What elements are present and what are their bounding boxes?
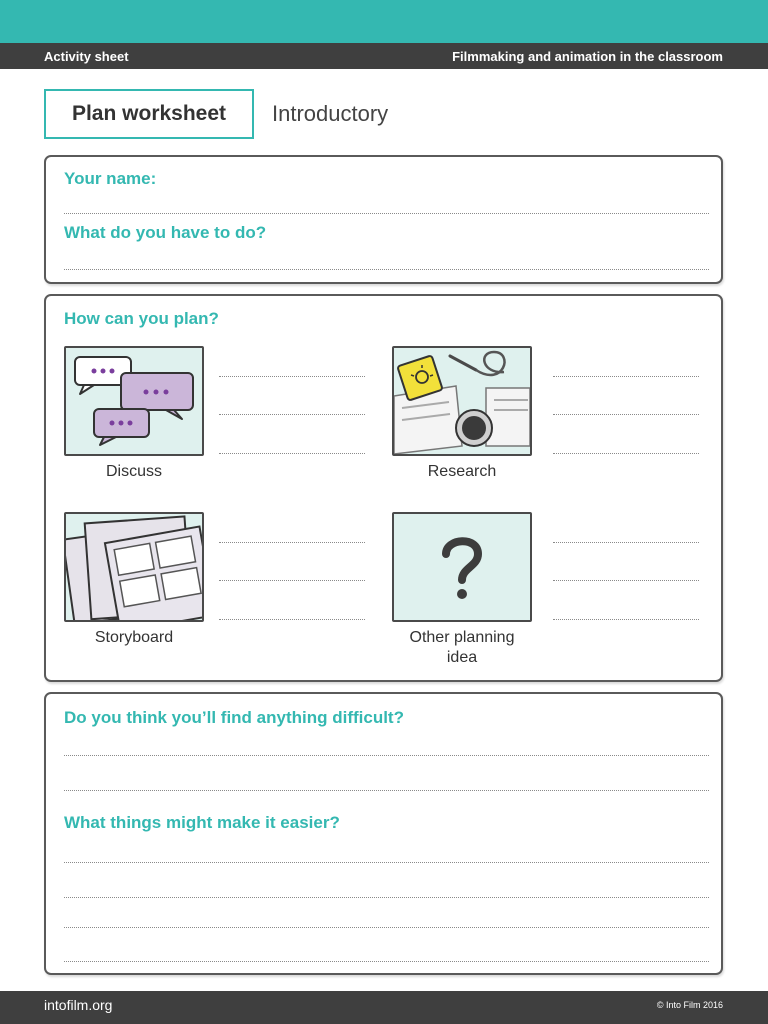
task-answer-line[interactable]: [64, 269, 709, 270]
header-sheet-type: Activity sheet: [44, 49, 129, 64]
question-mark-icon: [392, 512, 532, 622]
level-label: Introductory: [272, 101, 389, 126]
footer-website[interactable]: intofilm.org: [44, 997, 113, 1013]
planning-heading: How can you plan?: [64, 309, 219, 328]
other-line-3[interactable]: [553, 619, 699, 620]
other-idea-label: Other planning idea: [409, 629, 515, 666]
difficulty-question: Do you think you’ll find anything difficult?: [64, 708, 404, 727]
easier-line-4[interactable]: [64, 961, 709, 962]
storyboard-label: Storyboard: [94, 629, 174, 646]
difficulty-panel: [44, 692, 723, 975]
discuss-label: Discuss: [105, 463, 162, 480]
research-line-3[interactable]: [553, 453, 699, 454]
other-line-1[interactable]: [553, 542, 699, 543]
research-line-2[interactable]: [553, 414, 699, 415]
name-answer-line[interactable]: [64, 213, 709, 214]
easier-question: What things might make it easier?: [64, 813, 340, 832]
speech-bubbles-icon: [64, 346, 204, 456]
name-task-panel: [44, 155, 723, 284]
footer-copyright: © Into Film 2016: [656, 1000, 723, 1010]
header-bar: [0, 43, 768, 69]
storyboard-line-2[interactable]: [219, 580, 365, 581]
difficulty-line-1[interactable]: [64, 755, 709, 756]
page-title: Plan worksheet: [44, 89, 254, 139]
storyboard-line-1[interactable]: [219, 542, 365, 543]
discuss-line-2[interactable]: [219, 414, 365, 415]
name-question: Your name:: [64, 169, 157, 188]
planning-methods-panel: [44, 294, 723, 682]
difficulty-line-2[interactable]: [64, 790, 709, 791]
task-question: What do you have to do?: [64, 223, 267, 242]
other-line-2[interactable]: [553, 580, 699, 581]
easier-line-2[interactable]: [64, 897, 709, 898]
discuss-line-1[interactable]: [219, 376, 365, 377]
easier-line-3[interactable]: [64, 927, 709, 928]
footer-bar: [0, 991, 768, 1024]
research-label: Research: [427, 463, 497, 480]
storyboard-line-3[interactable]: [219, 619, 365, 620]
storyboard-icon: [64, 512, 204, 622]
easier-line-1[interactable]: [64, 862, 709, 863]
research-desk-icon: [392, 346, 532, 456]
header-series-title: Filmmaking and animation in the classroom: [452, 49, 723, 64]
top-accent-band: [0, 0, 768, 43]
research-line-1[interactable]: [553, 376, 699, 377]
discuss-line-3[interactable]: [219, 453, 365, 454]
